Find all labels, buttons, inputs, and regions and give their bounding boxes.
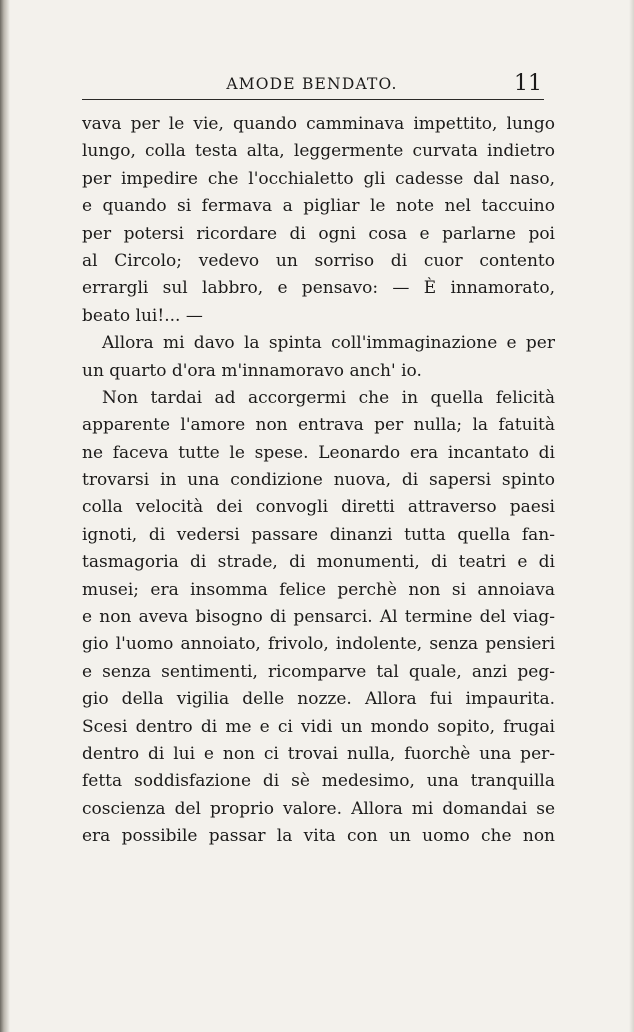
- text-line: lungo, colla testa alta, leggermente curvata indietro: [82, 141, 555, 162]
- text-line: ne faceva tutte le spese. Leonardo era incantato di: [82, 442, 555, 463]
- text-line: e quando si fermava a pigliar le note nel taccuino: [82, 196, 555, 217]
- text-line: gio l'uomo annoiato, frivolo, indolente, senza pensieri: [82, 634, 555, 655]
- text-line: apparente l'amore non entrava per nulla; la fatuità: [82, 415, 555, 436]
- text-line: trovarsi in una condizione nuova, di sapersi spinto: [82, 470, 555, 491]
- text-line: vava per le vie, quando camminava impettito, lungo: [82, 114, 555, 134]
- page-edge-shadow-left: [0, 0, 10, 1032]
- text-line: musei; era insomma felice perchè non si annoiava: [82, 579, 555, 600]
- text-line: fetta soddisfazione di sè medesimo, una tranquilla: [82, 771, 555, 792]
- text-line: e non aveva bisogno di pensarci. Al termine del viag-: [82, 607, 555, 628]
- text-line: coscienza del proprio valore. Allora mi domandai se: [82, 798, 555, 819]
- body-text: [82, 111, 555, 851]
- running-head: AMODE BENDATO.: [226, 75, 398, 93]
- text-line: gio della vigilia delle nozze. Allora fui impaurita.: [82, 689, 555, 710]
- page-header: [80, 71, 544, 99]
- header-rule: [82, 99, 544, 100]
- text-line: beato lui!... —: [82, 305, 203, 326]
- text-line: e senza sentimenti, ricomparve tal quale, anzi peg-: [82, 661, 555, 682]
- text-line: errargli sul labbro, e pensavo: — È innamorato,: [82, 278, 555, 299]
- text-line: per impedire che l'occhialetto gli cadesse dal naso,: [82, 168, 555, 189]
- page-number: 11: [514, 71, 542, 96]
- text-line: per potersi ricordare di ogni cosa e parlarne poi: [82, 223, 555, 244]
- text-line: Allora mi davo la spinta coll'immaginazione e per: [102, 333, 555, 354]
- text-line: era possibile passar la vita con un uomo che non: [82, 826, 555, 847]
- page-edge-shadow-right: [629, 0, 634, 1032]
- text-line: dentro di lui e non ci trovai nulla, fuorchè una per-: [82, 743, 555, 764]
- text-line: Non tardai ad accorgermi che in quella felicità: [102, 387, 555, 408]
- text-line: ignoti, di vedersi passare dinanzi tutta quella fan-: [82, 524, 555, 545]
- text-line: al Circolo; vedevo un sorriso di cuor contento: [82, 250, 555, 271]
- text-line: colla velocità dei convogli diretti attraverso paesi: [82, 497, 555, 518]
- text-line: tasmagoria di strade, di monumenti, di teatri e di: [82, 552, 555, 573]
- text-line: Scesi dentro di me e ci vidi un mondo sopito, frugai: [82, 716, 555, 737]
- text-line: un quarto d'ora m'innamoravo anch' io.: [82, 360, 422, 381]
